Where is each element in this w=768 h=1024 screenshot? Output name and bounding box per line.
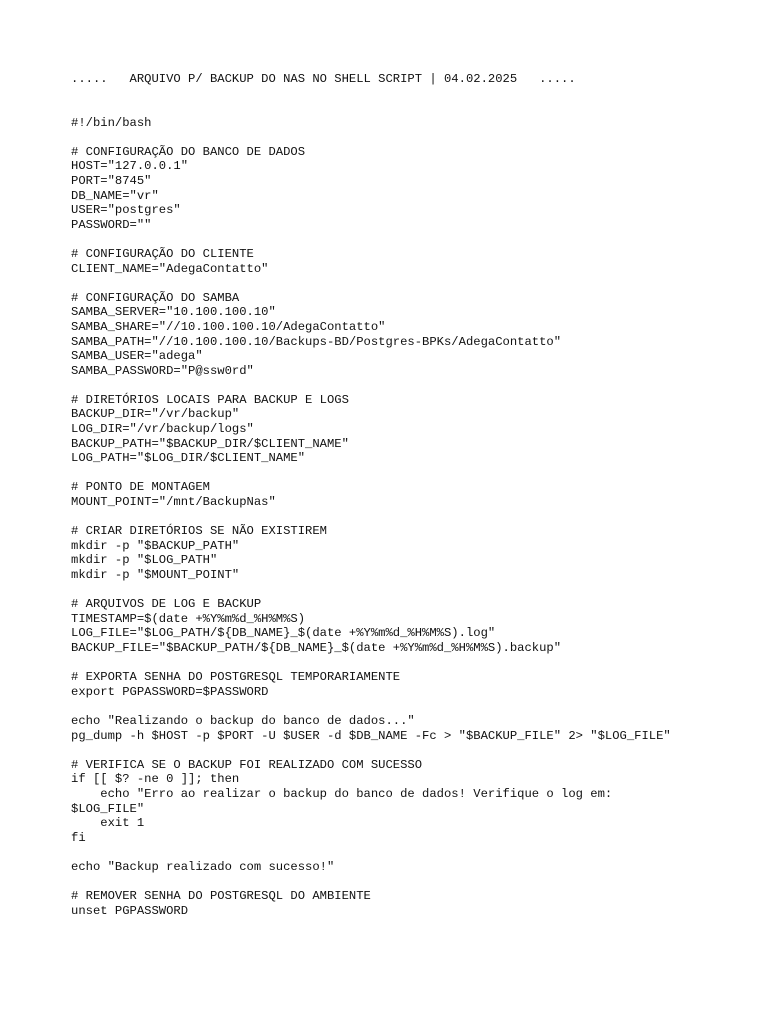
code-line: mkdir -p "$BACKUP_PATH" bbox=[71, 538, 240, 553]
code-line bbox=[71, 656, 751, 671]
code-line bbox=[71, 130, 751, 145]
code-line bbox=[71, 378, 751, 393]
code-line bbox=[71, 845, 751, 860]
code-line: SAMBA_SERVER="10.100.100.10" bbox=[71, 305, 276, 320]
code-line: # EXPORTA SENHA DO POSTGRESQL TEMPORARIAMENTE bbox=[71, 670, 401, 685]
code-line: # DIRETÓRIOS LOCAIS PARA BACKUP E LOGS bbox=[71, 392, 349, 407]
code-line: HOST="127.0.0.1" bbox=[71, 159, 189, 174]
code-line: fi bbox=[71, 830, 86, 845]
code-line bbox=[71, 743, 751, 758]
code-line: SAMBA_PATH="//10.100.100.10/Backups-BD/Postgres-BPKs/AdegaContatto" bbox=[71, 334, 562, 349]
code-line: $LOG_FILE" bbox=[71, 801, 145, 816]
code-line: PORT="8745" bbox=[71, 173, 152, 188]
code-line: # VERIFICA SE O BACKUP FOI REALIZADO COM SUCESSO bbox=[71, 757, 423, 772]
code-line: SAMBA_USER="adega" bbox=[71, 349, 203, 364]
code-line: LOG_PATH="$LOG_DIR/$CLIENT_NAME" bbox=[71, 451, 306, 466]
code-line: if [[ $? -ne 0 ]]; then bbox=[71, 772, 240, 787]
code-line: SAMBA_PASSWORD="P@ssw0rd" bbox=[71, 363, 254, 378]
code-line bbox=[71, 466, 751, 481]
code-line: echo "Realizando o backup do banco de dados..." bbox=[71, 713, 415, 728]
code-line: # REMOVER SENHA DO POSTGRESQL DO AMBIENTE bbox=[71, 889, 371, 904]
code-line: export PGPASSWORD=$PASSWORD bbox=[71, 684, 269, 699]
code-line bbox=[71, 874, 751, 889]
code-line: # CONFIGURAÇÃO DO CLIENTE bbox=[71, 246, 254, 261]
code-line: PASSWORD="" bbox=[71, 217, 152, 232]
code-line: exit 1 bbox=[71, 816, 145, 831]
code-line: # CRIAR DIRETÓRIOS SE NÃO EXISTIREM bbox=[71, 524, 327, 539]
code-line: pg_dump -h $HOST -p $PORT -U $USER -d $DB_NAME -Fc > "$BACKUP_FILE" 2> "$LOG_FILE" bbox=[71, 728, 671, 743]
code-line: echo "Backup realizado com sucesso!" bbox=[71, 859, 335, 874]
code-line: BACKUP_PATH="$BACKUP_DIR/$CLIENT_NAME" bbox=[71, 436, 349, 451]
code-line: # CONFIGURAÇÃO DO BANCO DE DADOS bbox=[71, 144, 306, 159]
code-line: MOUNT_POINT="/mnt/BackupNas" bbox=[71, 495, 276, 510]
code-line bbox=[71, 510, 751, 525]
code-line: CLIENT_NAME="AdegaContatto" bbox=[71, 261, 269, 276]
code-line: mkdir -p "$LOG_PATH" bbox=[71, 553, 218, 568]
code-line: SAMBA_SHARE="//10.100.100.10/AdegaContatto" bbox=[71, 319, 386, 334]
code-line: # CONFIGURAÇÃO DO SAMBA bbox=[71, 290, 240, 305]
script-code-block bbox=[71, 116, 751, 919]
code-line: BACKUP_FILE="$BACKUP_PATH/${DB_NAME}_$(date +%Y%m%d_%H%M%S).backup" bbox=[71, 640, 562, 655]
code-line: #!/bin/bash bbox=[71, 115, 152, 130]
code-line: LOG_FILE="$LOG_PATH/${DB_NAME}_$(date +%Y%m%d_%H%M%S).log" bbox=[71, 626, 496, 641]
code-line: LOG_DIR="/vr/backup/logs" bbox=[71, 422, 254, 437]
code-line: mkdir -p "$MOUNT_POINT" bbox=[71, 568, 240, 582]
code-line: USER="postgres" bbox=[71, 203, 181, 218]
code-line bbox=[71, 232, 751, 247]
code-line: DB_NAME="vr" bbox=[71, 188, 159, 203]
code-line: TIMESTAMP=$(date +%Y%m%d_%H%M%S) bbox=[71, 611, 306, 626]
code-line: echo "Erro ao realizar o backup do banco de dados! Verifique o log em: bbox=[71, 786, 613, 801]
code-line: unset PGPASSWORD bbox=[71, 903, 189, 918]
code-line: # ARQUIVOS DE LOG E BACKUP bbox=[71, 597, 262, 612]
code-line bbox=[71, 276, 751, 291]
code-line bbox=[71, 583, 751, 598]
code-line: # PONTO DE MONTAGEM bbox=[71, 480, 210, 495]
document-header: ..... ARQUIVO P/ BACKUP DO NAS NO SHELL SCRIPT | 04.02.2025 ..... bbox=[71, 72, 576, 86]
code-line: BACKUP_DIR="/vr/backup" bbox=[71, 407, 240, 422]
document-page bbox=[71, 72, 751, 918]
code-line bbox=[71, 699, 751, 714]
